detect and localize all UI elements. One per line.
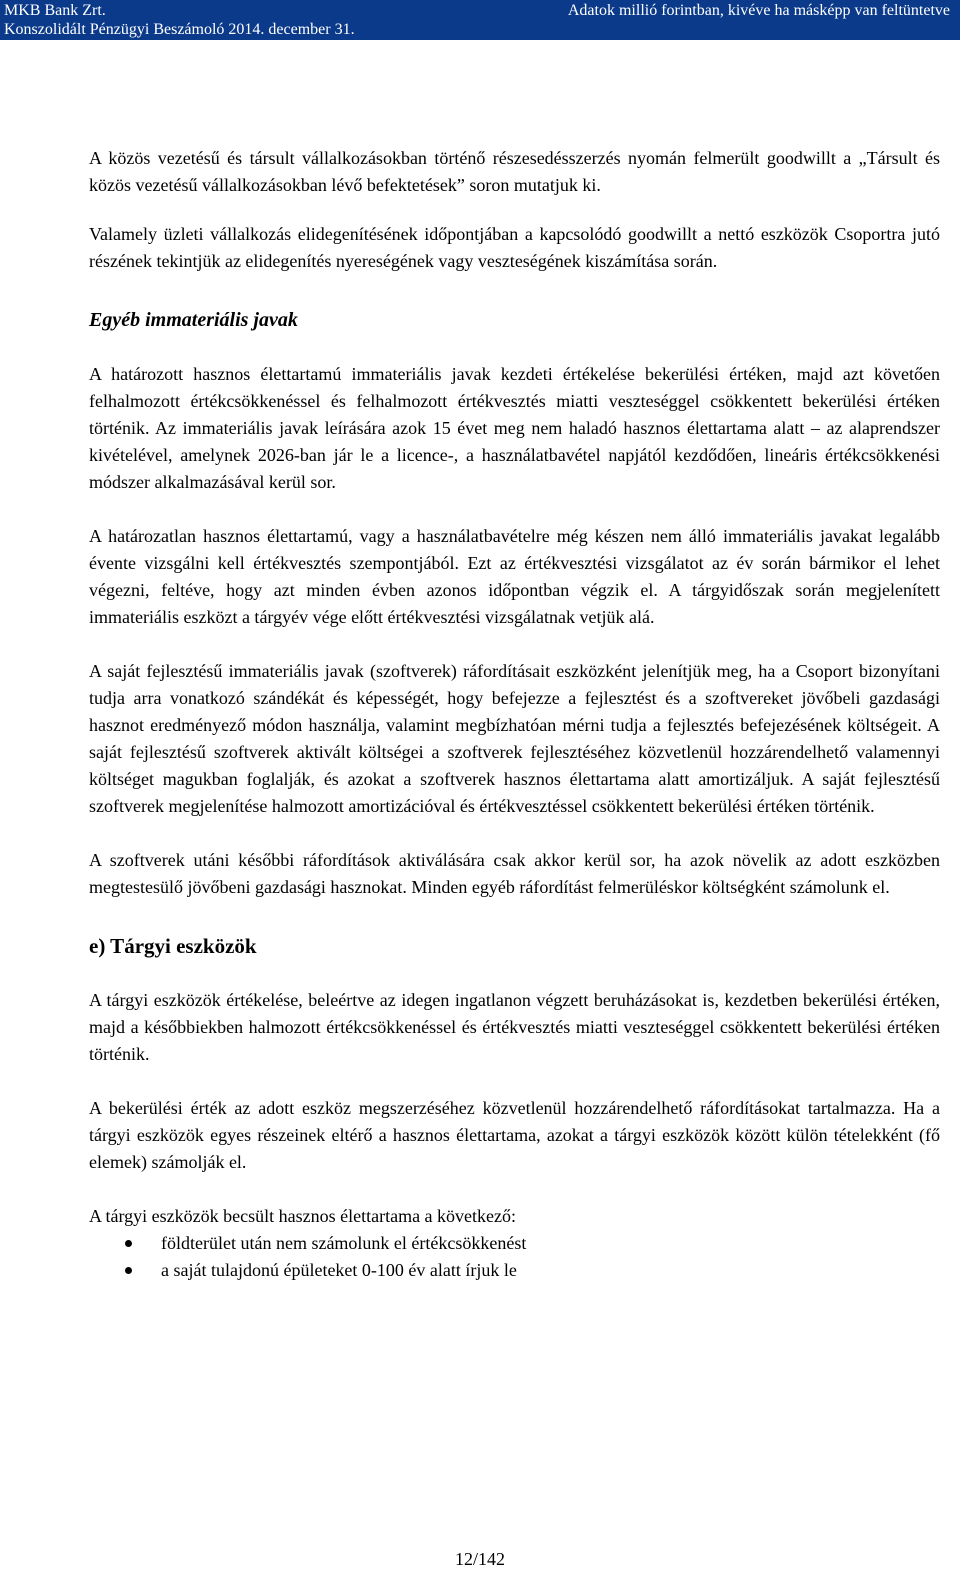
- page-number: 12/142: [454, 1549, 505, 1569]
- header-company: MKB Bank Zrt.: [4, 2, 106, 19]
- paragraph-software-2: A szoftverek utáni későbbi ráfordítások aktiválására csak akkor kerül sor, ha azok növelik az adott eszközben megtestesülő jövőbeni gazdasági hasznokat. Minden egyéb ráfordítást felmerüléskor költségként számolunk el.: [89, 850, 940, 897]
- paragraph-intangible-2: A határozatlan hasznos élettartamú, vagy a használatbavételre még készen nem álló immateriális javakat legalább évente vizsgálni kell értékvesztés szempontjából. Ezt az értékvesztési vizsgálatot az év során bármikor el lehet végezni, feltéve, hogy azt minden évben azonos időpontban végzik el. A tárgyidőszak során megjelenített immateriális eszközt a tárgyév vége előtt értékvesztési vizsgálatnak vetjük alá.: [89, 526, 940, 627]
- header-left: [4, 1, 355, 39]
- paragraph-goodwill-1: A közös vezetésű és társult vállalkozásokban történő részesedésszerzés nyomán felmerült goodwillt a „Társult és közös vezetésű vállalkozásokban lévő befektetések” soron mutatjuk ki.: [89, 148, 940, 195]
- bullet-icon: [125, 1240, 132, 1247]
- paragraph-useful-life: A tárgyi eszközök becsült hasznos élettartama a következő:: [89, 1206, 517, 1226]
- bullet-icon: [125, 1267, 132, 1274]
- list-item-text: a saját tulajdonú épületeket 0-100 év alatt írjuk le: [161, 1260, 517, 1280]
- heading-intangible-assets: Egyéb immateriális javak: [89, 309, 298, 331]
- page-header: [0, 0, 960, 40]
- heading-tangible-assets: e) Tárgyi eszközök: [89, 934, 257, 958]
- paragraph-goodwill-2: Valamely üzleti vállalkozás elidegenítésének időpontjában a kapcsolódó goodwillt a nettó eszközök Csoportra jutó részének tekintjük az elidegenítés nyereségének vagy veszteségének kiszámítása során.: [89, 224, 940, 271]
- paragraph-intangible-1: A határozott hasznos élettartamú immateriális javak kezdeti értékelése bekerülési értéken, majd azt követően felhalmozott értékcsökkenéssel és felhalmozott értékvesztés miatti veszteséggel csökkentett bekerülési értéken történik. Az immateriális javak leírására azok 15 évet meg nem haladó hasznos élettartama alatt – az alaprendszer kivételével, amelynek 2026-ban jár le a licence-, a használatbavétel napjától kezdődően, lineáris értékcsökkenési módszer alkalmazásával kerül sor.: [89, 364, 940, 492]
- list-item: [89, 1230, 940, 1257]
- list-item: [89, 1257, 940, 1284]
- paragraph-tangible-1: A tárgyi eszközök értékelése, beleértve az idegen ingatlanon végzett beruházásokat is, kezdetben bekerülési értéken, majd a későbbiekben halmozott értékcsökkenéssel és értékvesztés miatti veszteséggel csökkentett bekerülési értéken történik.: [89, 990, 940, 1064]
- paragraph-tangible-2: A bekerülési érték az adott eszköz megszerzéséhez közvetlenül hozzárendelhető ráfordításokat tartalmazza. Ha a tárgyi eszközök egyes részeinek eltérő a hasznos élettartama, azokat a tárgyi eszközök között külön tételekként (fő elemek) számolják el.: [89, 1098, 940, 1172]
- header-report-title: Konszolidált Pénzügyi Beszámoló 2014. december 31.: [4, 21, 355, 38]
- header-note: Adatok millió forintban, kivéve ha másképp van feltüntetve: [567, 2, 950, 19]
- useful-life-list: [89, 1230, 940, 1284]
- document-body: [89, 145, 940, 1284]
- list-item-text: földterület után nem számolunk el értékcsökkenést: [161, 1233, 527, 1253]
- paragraph-software-1: A saját fejlesztésű immateriális javak (szoftverek) ráfordításait eszközként jelenítjük meg, ha a Csoport bizonyítani tudja arra vonatkozó szándékát és képességét, hogy befejezze a fejlesztést és a szoftvereket jövőbeli gazdasági hasznot eredményező módon használja, valamint megbízhatóan mérni tudja a fejlesztés befejezésének költségeit. A saját fejlesztésű szoftverek aktivált költségei a szoftverek fejlesztéséhez közvetlenül hozzárendelhető valamennyi költséget magukban foglalják, és azokat a szoftverek hasznos élettartama alatt amortizáljuk. A saját fejlesztésű szoftverek megjelenítése halmozott amortizációval és értékvesztéssel csökkentett bekerülési értéken történik.: [89, 661, 940, 816]
